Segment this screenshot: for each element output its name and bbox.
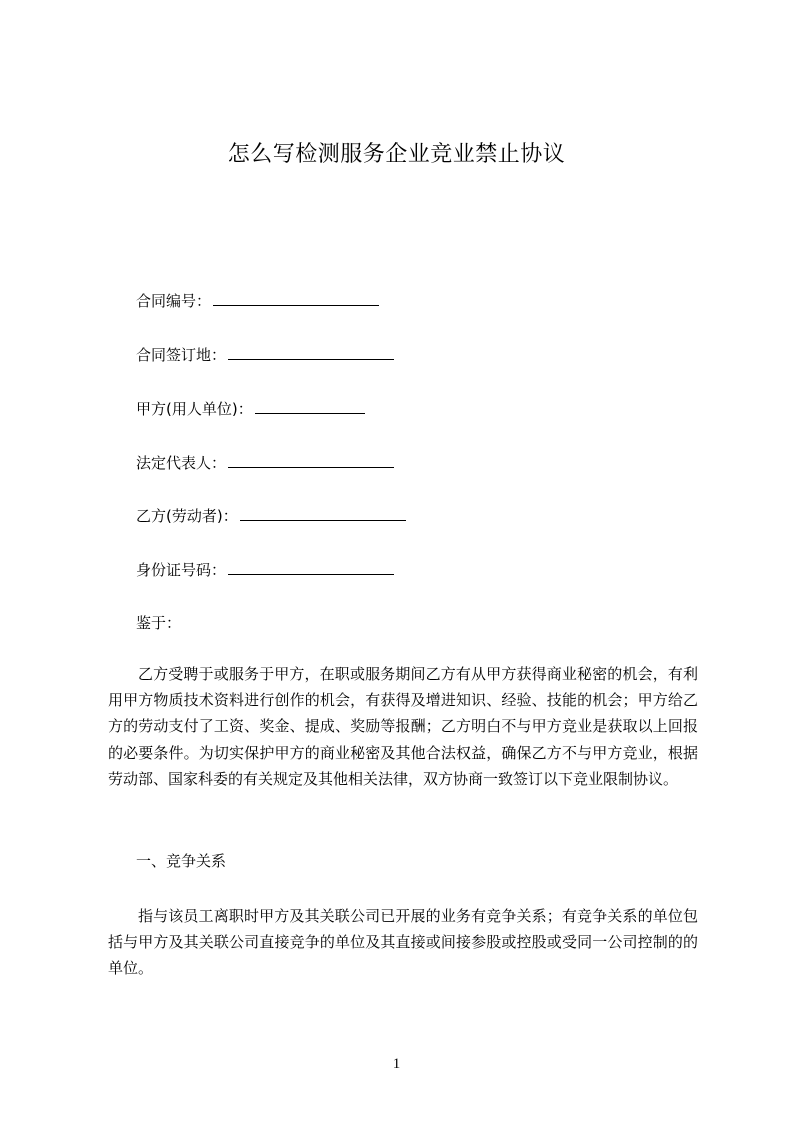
party-b-label: 乙方(劳动者)： [136, 507, 238, 525]
page-number: 1 [392, 1056, 401, 1072]
contract-number-label: 合同编号： [136, 292, 212, 310]
id-number-field [136, 560, 394, 580]
id-number-blank[interactable] [228, 560, 394, 575]
whereas-heading: 鉴于： [136, 614, 182, 632]
sign-place-blank[interactable] [228, 345, 394, 360]
recital-paragraph: 乙方受聘于或服务于甲方，在职或服务期间乙方有从甲方获得商业秘密的机会，有利用甲方物质技术资料进行创作的机会，有获得及增进知识、经验、技能的机会；甲方给乙方的劳动支付了工资、奖金、提成、奖励等报酬；乙方明白不与甲方竞业是获取以上回报的必要条件。为切实保护甲方的商业秘密及其他合法权益，确保乙方不与甲方竞业，根据劳动部、国家科委的有关规定及其他相关法律，双方协商一致签订以下竞业限制协议。 [108, 665, 698, 788]
party-a-field [136, 399, 365, 419]
party-a-blank[interactable] [255, 399, 365, 414]
id-number-label: 身份证号码： [136, 561, 227, 579]
section-1-heading: 一、竞争关系 [136, 852, 227, 870]
party-b-field [136, 506, 406, 526]
contract-number-field [136, 291, 379, 311]
sign-place-label: 合同签订地： [136, 346, 227, 364]
section-1-body: 指与该员工离职时甲方及其关联公司已开展的业务有竞争关系；有竞争关系的单位包括与甲方及其关联公司直接竞争的单位及其直接或间接参股或控股或受同一公司控制的的单位。 [108, 907, 698, 978]
legal-representative-label: 法定代表人： [136, 454, 227, 472]
party-b-blank[interactable] [240, 506, 406, 521]
legal-representative-blank[interactable] [228, 453, 394, 468]
contract-number-blank[interactable] [213, 291, 379, 306]
document-title: 怎么写检测服务企业竞业禁止协议 [227, 142, 566, 167]
legal-representative-field [136, 453, 394, 473]
party-a-label: 甲方(用人单位)： [136, 400, 253, 418]
sign-place-field [136, 345, 394, 365]
